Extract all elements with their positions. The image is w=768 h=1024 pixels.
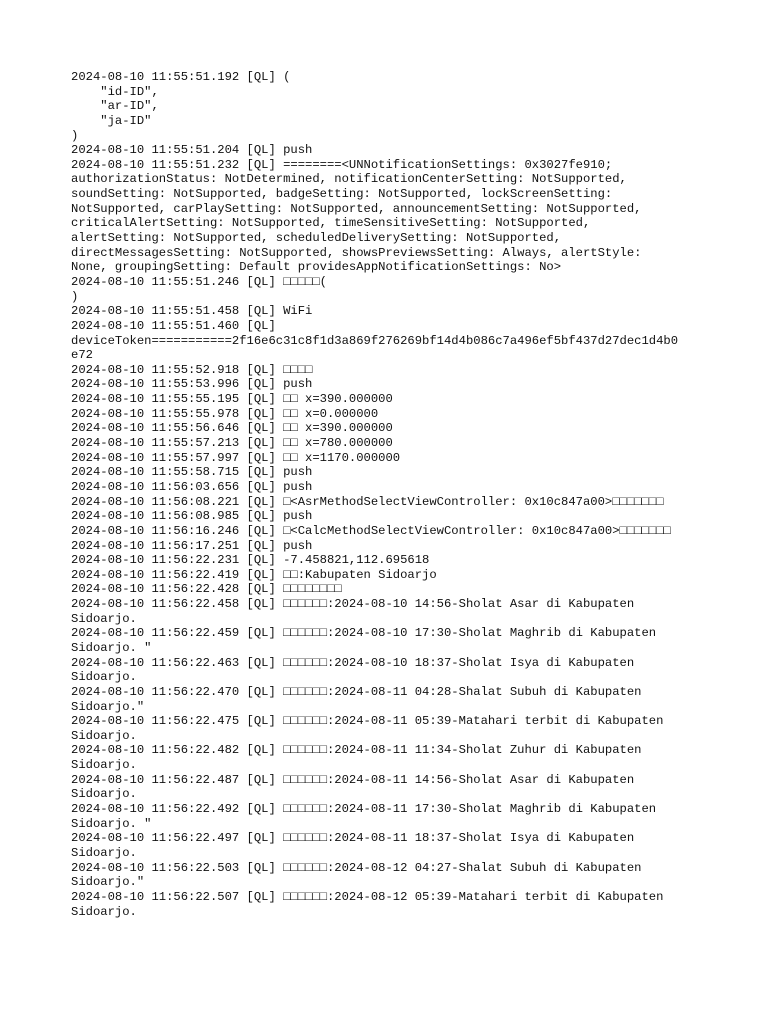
log-line: Sidoarjo. [71, 904, 137, 919]
log-line: 2024-08-10 11:56:22.475 [QL] □□□□□□:2024-08-11 05:39-Matahari terbit di Kabupaten [71, 714, 664, 729]
log-output [71, 70, 731, 919]
log-line: Sidoarjo. [71, 845, 137, 860]
log-line: 2024-08-10 11:55:51.458 [QL] WiFi [71, 304, 313, 319]
log-line: 2024-08-10 11:55:51.460 [QL] [71, 318, 276, 333]
log-line: 2024-08-10 11:55:53.996 [QL] push [71, 377, 313, 392]
log-line: Sidoarjo." [71, 875, 145, 890]
log-line: 2024-08-10 11:56:16.246 [QL] □<CalcMethodSelectViewController: 0x10c847a00>□□□□□□□ [71, 523, 671, 538]
log-line: 2024-08-10 11:56:22.458 [QL] □□□□□□:2024-08-10 14:56-Sholat Asar di Kabupaten [71, 597, 635, 612]
log-line: Sidoarjo. [71, 728, 137, 743]
log-line: 2024-08-10 11:56:22.231 [QL] -7.458821,112.695618 [71, 553, 430, 568]
log-line: 2024-08-10 11:56:22.419 [QL] □□:Kabupaten Sidoarjo [71, 567, 437, 582]
log-line: Sidoarjo. [71, 670, 137, 685]
log-line: ) [71, 128, 79, 143]
log-line: directMessagesSetting: NotSupported, showsPreviewsSetting: Always, alertStyle: [71, 245, 642, 260]
log-line: 2024-08-10 11:55:51.232 [QL] ========<UNNotificationSettings: 0x3027fe910; [71, 157, 613, 172]
log-line: 2024-08-10 11:55:51.246 [QL] □□□□□( [71, 274, 327, 289]
log-line: "ja-ID" [71, 113, 152, 128]
log-line: 2024-08-10 11:55:56.646 [QL] □□ x=390.000000 [71, 421, 393, 436]
log-line: alertSetting: NotSupported, scheduledDeliverySetting: NotSupported, [71, 231, 562, 246]
log-line: 2024-08-10 11:56:22.507 [QL] □□□□□□:2024-08-12 05:39-Matahari terbit di Kabupaten [71, 889, 664, 904]
log-line: 2024-08-10 11:55:55.195 [QL] □□ x=390.000000 [71, 392, 393, 407]
log-line: "ar-ID", [71, 99, 159, 114]
log-line: Sidoarjo. [71, 611, 137, 626]
log-line: 2024-08-10 11:55:57.213 [QL] □□ x=780.000000 [71, 436, 393, 451]
log-line: 2024-08-10 11:55:55.978 [QL] □□ x=0.000000 [71, 406, 379, 421]
log-line: 2024-08-10 11:56:22.497 [QL] □□□□□□:2024-08-11 18:37-Sholat Isya di Kabupaten [71, 831, 635, 846]
log-line: 2024-08-10 11:55:51.204 [QL] push [71, 143, 313, 158]
log-line: 2024-08-10 11:56:08.985 [QL] push [71, 509, 313, 524]
log-line: authorizationStatus: NotDetermined, notificationCenterSetting: NotSupported, [71, 172, 627, 187]
log-line: deviceToken===========2f16e6c31c8f1d3a869f276269bf14d4b086c7a496ef5bf437d27dec1d4b0 [71, 333, 679, 348]
log-line: Sidoarjo. [71, 787, 137, 802]
log-line: Sidoarjo. " [71, 816, 152, 831]
log-line: 2024-08-10 11:55:51.192 [QL] ( [71, 70, 291, 84]
log-line: criticalAlertSetting: NotSupported, timeSensitiveSetting: NotSupported, [71, 216, 591, 231]
log-line: None, groupingSetting: Default providesAppNotificationSettings: No> [71, 260, 562, 275]
log-line: 2024-08-10 11:55:57.997 [QL] □□ x=1170.000000 [71, 450, 401, 465]
log-line: ) [71, 289, 79, 304]
log-line: 2024-08-10 11:56:08.221 [QL] □<AsrMethodSelectViewController: 0x10c847a00>□□□□□□□ [71, 494, 664, 509]
log-line: 2024-08-10 11:55:58.715 [QL] push [71, 465, 313, 480]
log-line: Sidoarjo. [71, 758, 137, 773]
log-line: 2024-08-10 11:56:22.503 [QL] □□□□□□:2024-08-12 04:27-Shalat Subuh di Kabupaten [71, 860, 642, 875]
log-line: 2024-08-10 11:56:03.656 [QL] push [71, 479, 313, 494]
log-line: 2024-08-10 11:56:22.470 [QL] □□□□□□:2024-08-11 04:28-Shalat Subuh di Kabupaten [71, 684, 642, 699]
log-line: 2024-08-10 11:56:22.459 [QL] □□□□□□:2024-08-10 17:30-Sholat Maghrib di Kabupaten [71, 626, 657, 641]
log-line: 2024-08-10 11:56:17.251 [QL] push [71, 538, 313, 553]
log-line: 2024-08-10 11:56:22.487 [QL] □□□□□□:2024-08-11 14:56-Sholat Asar di Kabupaten [71, 772, 635, 787]
log-line: 2024-08-10 11:56:22.492 [QL] □□□□□□:2024-08-11 17:30-Sholat Maghrib di Kabupaten [71, 802, 657, 817]
log-line: 2024-08-10 11:56:22.428 [QL] □□□□□□□□ [71, 582, 342, 597]
log-line: e72 [71, 348, 93, 363]
log-line: 2024-08-10 11:56:22.482 [QL] □□□□□□:2024-08-11 11:34-Sholat Zuhur di Kabupaten [71, 743, 642, 758]
log-line: 2024-08-10 11:56:22.463 [QL] □□□□□□:2024-08-10 18:37-Sholat Isya di Kabupaten [71, 655, 635, 670]
log-line: Sidoarjo." [71, 699, 145, 714]
log-line: Sidoarjo. " [71, 640, 152, 655]
log-line: 2024-08-10 11:55:52.918 [QL] □□□□ [71, 362, 313, 377]
log-line: "id-ID", [71, 84, 159, 99]
log-line: soundSetting: NotSupported, badgeSetting: NotSupported, lockScreenSetting: [71, 187, 613, 202]
log-line: NotSupported, carPlaySetting: NotSupported, announcementSetting: NotSupported, [71, 201, 642, 216]
